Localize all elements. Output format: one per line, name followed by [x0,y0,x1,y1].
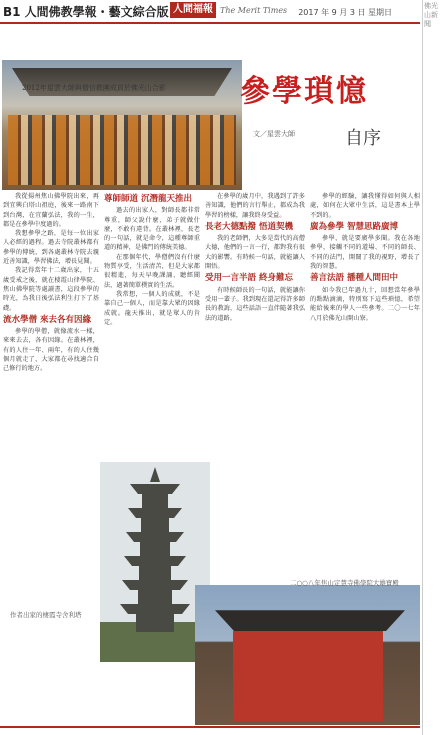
article-subheading: 流水學僧 來去各有因緣 [3,314,91,325]
article-paragraph: 過去的出家人，對師長都非常尊重，師父說什麼，弟子就做什麼，不敢有違背。在叢林裡，長老的一句話，就是命令，這種尊師重道的精神，是佛門的傳統美德。 [104,207,200,252]
article-paragraph: 有時候師長的一句話，就能讓你受用一輩子。我到現在還記得許多師長的教誨，這些話語一直伴隨著我弘法的道路。 [205,286,305,322]
article-paragraph: 在那個年代，學僧們沒有什麼物質享受，生活清苦，但是大家都很精進，每天早晚課誦、聽經聞法，過著簡單樸實的生活。 [104,253,200,289]
newspaper-logo: 人間福報 [170,2,216,18]
article-subtitle: 自序 [345,128,381,149]
article-column-3 [205,192,305,582]
article-paragraph: 我的老師們，大多是當代的高僧大德，他們的一言一行，都對我有很大的影響。有時候一句話，就能讓人開悟。 [205,235,305,271]
article-paragraph: 我記得當年十二歲出家，十五歲受戒之後，就在棲霞山律學院、焦山佛學院等處讀書，這段參學的時光，為我日後弘法利生打下了基礎。 [3,267,99,312]
article-subheading: 受用一言半語 終身難忘 [205,273,293,284]
temple-hall-roof-shape [215,605,405,631]
temple-photo [195,585,420,725]
footer-rule [0,726,420,728]
pagoda-caption: 作者出家的棲霞寺舍利塔 [10,611,82,619]
article-paragraph: 在參學的歲月中，我遇到了許多善知識，他們的言行舉止，都成為我學習的榜樣，讓我終身受益。 [205,193,305,219]
article-column-4 [310,192,420,577]
group-photo-caption: 2012年星雲大師與僧信教團成員於佛光山合影 [22,84,166,92]
article-subheading: 善言法語 播種人間田中 [310,273,398,284]
pagoda-photo [100,462,210,662]
article-byline: 文／星雲大師 [253,130,295,138]
group-photo [2,60,242,190]
article-subheading: 尊師師道 沉潛龍天推出 [104,194,192,204]
temple-caption: 二○○八年焦山定慧寺佛學院大雄寶殿 [290,579,399,587]
issue-date: 2017 年 9 月 3 日 星期日 [298,8,392,17]
article-subheading: 長老大德點撥 悟道契機 [205,221,293,232]
side-column: 佛光山新聞 [422,0,440,735]
article-title-block [230,62,400,172]
temple-hall-wall-shape [233,631,383,721]
article-paragraph: 參學的經驗，讓我懂得如何與人相處，如何在大眾中生活，這是書本上學不到的。 [310,193,420,219]
article-subheading: 廣為參學 智慧思路廣博 [310,221,398,232]
article-column-2 [104,192,200,462]
article-paragraph: 我從揚州焦山佛學院出來，再到宜興白塔山祖庭，後來一路南下到台灣，在宜蘭弘法，我的一生，都是在參學中度過的。 [3,193,99,228]
article-paragraph: 我想參學之路，是每一位出家人必經的過程。過去寺院叢林都有參學的傳統，到各處叢林寺院去親近善知識，學習佛法，增長見聞。 [3,230,99,266]
section-title: B1 人間佛教學報・藝文綜合版 [3,5,169,19]
newspaper-logo-en: The Merit Times [220,6,288,15]
page-header [0,0,420,24]
article-paragraph: 參學的學僧，就像流水一樣，來來去去，各有因緣。在叢林裡，有的人住一年、兩年，有的人住幾個月就走了，大家都在尋找適合自己修行的地方。 [3,328,99,373]
article-title: 參學瑣憶 [240,74,368,109]
article-paragraph: 我常想，一個人的成就，不是靠自己一個人，而是靠大眾的因緣成就。龍天推出，就是眾人的肯定。 [104,290,200,326]
article-column-1 [3,192,99,462]
article-paragraph: 參學，就是要廣學多聞。我在各地參學，接觸不同的道場、不同的師長、不同的法門，開闊了我的視野，增長了我的智慧。 [310,235,420,271]
group-people-shape [8,115,236,185]
article-paragraph: 如今我已年過九十，回想當年參學的點點滴滴，特別寫下這些瑣憶，希望能給後來的學人一些參考。二〇一七年八月於佛光山開山寮。 [310,286,420,322]
